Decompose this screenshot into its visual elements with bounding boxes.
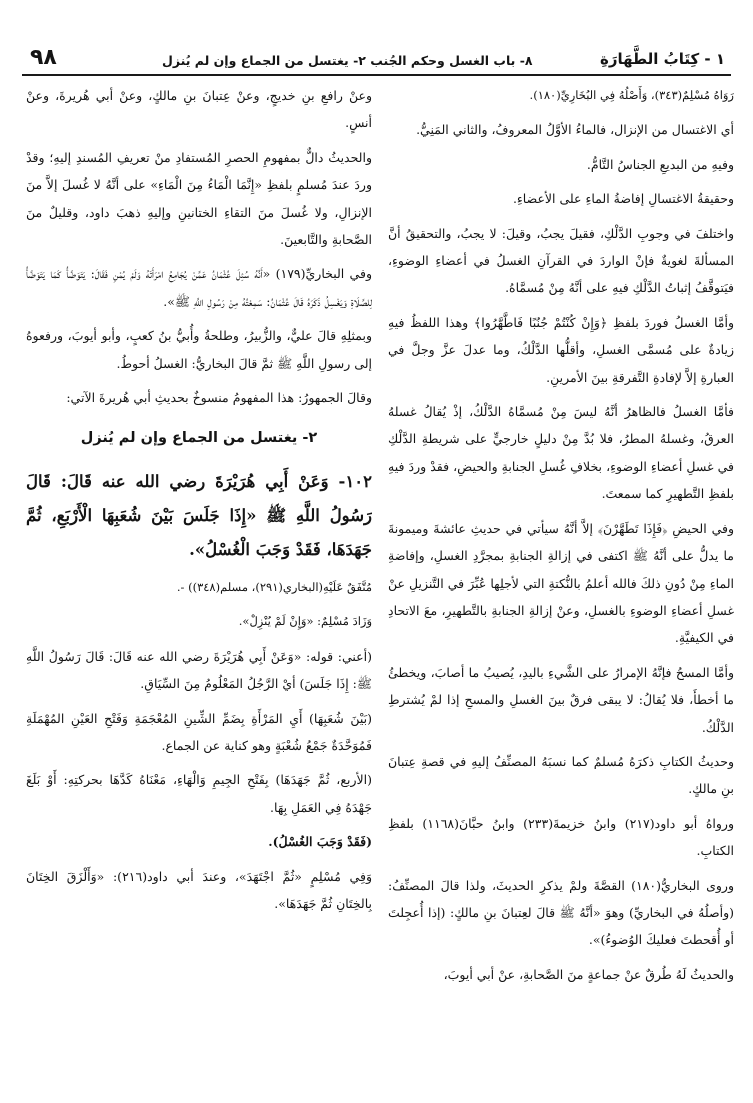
- running-header: [22, 44, 731, 76]
- paragraph: وفي البخاريِّ(١٧٩) «أَنَّهُ سُئِلَ عُثْمَانُ عَمَّنْ يُجَامِعُ امْرَأَتَهُ وَلَمْ يُمْنِ فَقَالَ: يَتَوَضَّأُ كَمَا يَتَوَضَّأُ لِلصَّلَاةِ وَيَغْسِلُ ذَكَرَهُ قَالَ عُثْمَانُ: سَمِعْتُهُ مِنْ رَسُولِ اللَّهِ ﷺ».: [26, 266, 372, 309]
- paragraph: رَوَاهُ مُسْلِمٌ(٣٤٣)، وَأَصْلُهُ فِي البُخَارِيِّ(١٨٠).: [529, 88, 734, 102]
- paragraph: وفي الحيضِ ﴿فَإِذَا تَطَهَّرْنَ﴾ إلاَّ أنَّهُ سيأتي في حديثِ عائشةَ وميمونةَ ما يدلُّ على أنَّهُ ﷺ اكتفى في إزالةِ الجنابةِ بمجرَّدِ الغسلِ، وإفاضةِ الماءِ مِنْ دُونِ ذلكَ فالله أعلمُ بالنُّكتةِ التي لأجلِها عُبِّرَ في التَّنزيلِ عنْ غسلِ أعضاءِ الوضوءِ بالغسلِ، وعنْ إزالةِ الجنابةِ بالتَّطهيرِ، معَ الاتحادِ في الكيفيَّةِ.: [388, 520, 734, 646]
- left-column: [26, 82, 372, 1092]
- paragraph: والحديثُ لَهُ طُرقٌ عنْ جماعةٍ منَ الصَّحابةِ، عنْ أبي أيوبَ،: [443, 966, 734, 982]
- paragraph: وعنْ رافعِ بنِ خديجٍ، وعنْ عِتبانَ بنِ مالكٍ، وعنْ أبي هُريرةَ، وعنْ أنسٍ.: [26, 88, 372, 131]
- section-title: ٢- يغتسل من الجماع وإن لم يُنزل: [80, 430, 318, 447]
- paragraph: وأمَّا المسحُ فإنَّهُ الإمرارُ على الشَّيءِ باليدِ، يُصيبُ ما أصابَ، ويخطئُ ما أخطأَ، فلا يُقالُ: لا يبقى فرقٌ بينَ الغسلِ والمسحِ إذا لمْ يُشترطِ الدَّلْكُ.: [388, 664, 734, 735]
- paragraph: وفيهِ من البديعِ الجناسُ التَّامُّ.: [586, 156, 734, 172]
- commentary-paragraph: (بَيْنَ شُعَبِهَا) أَيِ المَرْأَةِ بِضَمِّ الشِّينِ المُعْجَمَةِ وَفَتْحِ العَيْنِ المُهْمَلَةِ فَمُوَحَّدَةٌ جَمْعُ شُعْبَةٍ وهو كناية عن الجماع.: [26, 710, 372, 753]
- commentary-paragraph: (الأربع، ثُمَّ جَهَدَهَا) بِفَتْحِ الجِيمِ وَالْهَاءِ، مَعْنَاهُ كَدَّهَا بحركتِهِ: أَوْ بَلَغَ جَهْدَهُ فِي العَمَلِ بِهَا.: [26, 772, 372, 815]
- page-number: ٩٨: [30, 45, 57, 70]
- chapter-heading: ٨- باب الغسل وحكم الجُنب ٢- يغتسل من الجماع وإن لم يُنزل: [162, 53, 533, 68]
- commentary-paragraph: (أعني: قوله: «وَعَنْ أَبِي هُرَيْرَةَ رضي الله عنه قَالَ: قَالَ رَسُولُ اللَّهِ ﷺ: إِذَا جَلَسَ) أيْ الرَّجُلُ المَعْلُومُ مِنَ السِّيَاقِ.: [26, 648, 372, 692]
- hadith-text: ١٠٢- وَعَنْ أَبِي هُرَيْرَةَ رضي الله عنه قَالَ: قَالَ رَسُولُ اللَّهِ ﷺ «إِذَا جَلَسَ بَيْنَ شُعَبِهَا الْأَرْبَعِ، ثُمَّ جَهَدَهَا، فَقَدْ وَجَبَ الْغُسْلُ».: [26, 471, 372, 559]
- paragraph: وروى البخاريُّ(١٨٠) القصَّةَ ولمْ يذكرِ الحديثَ، ولذا قالَ المصنِّفُ: (وأصلُهُ في البخاريِّ) وهوَ «أنَّهُ ﷺ قالَ لعِتبانَ بنِ مالكٍ: (إذا أُعجِلتَ أو أُقحطتَ فعليكَ الوُضوءُ)».: [388, 877, 734, 948]
- paragraph: وحقيقةُ الاغتسالِ إفاضةُ الماءِ على الأعضاءِ.: [512, 191, 734, 207]
- paragraph: أي الاغتسال من الإنزال، فالماءُ الأوَّلُ المعروفُ، والثاني المَنِيُّ.: [416, 122, 734, 138]
- paragraph: وقالَ الجمهورُ: هذا المفهومُ منسوخٌ بحديثِ أبي هُريرةَ الآتي:: [66, 390, 372, 406]
- paragraph: ورواهُ أبو داود(٢١٧) وابنُ خزيمةَ(٢٣٣) وابنُ حبَّانَ(١١٦٨) بلفظِ الكتابِ.: [388, 815, 734, 859]
- right-column: [388, 82, 734, 1092]
- hadith-addition: وَزَادَ مُسْلِمٌ: «وَإِنْ لَمْ يُنْزِلْ».: [238, 614, 372, 629]
- paragraph: وبمثلِهِ قالَ عليٌّ، والزُّبيرُ، وطلحةُ وأُبيُّ بنُ كعبٍ، وأبو أيوبَ، ورفعوهُ إلى رسولِ اللَّهِ ﷺ ثمَّ قالَ البخاريُّ: الغسلُ أحوطُ.: [26, 328, 372, 371]
- paragraph: والحديثُ دالٌّ بمفهومِ الحصرِ المُستفادِ منْ تعريفِ المُسندِ إليهِ؛ وقدْ وردَ عندَ مُسلمٍ بلفظِ «إِنَّمَا الْمَاءُ مِنَ الْمَاءِ» على أنَّهُ لا غُسلَ إلاَّ منَ الإنزالِ، ولا غُسلَ منَ التقاءِ الختانينِ وإليهِ ذهبَ داود، وقليلٌ منَ الصَّحابةِ والتَّابعينَ.: [26, 149, 372, 248]
- hadith-source: مُتَّفَقٌ عَلَيْهِ(البخاري(٢٩١)، مسلم(٣٤٨)) -.: [176, 579, 372, 594]
- paragraph: وحديثُ الكتابِ ذكرَهُ مُسلمٌ كما نسبَهُ المصنِّفُ إليهِ في قصةِ عِتبانَ بنِ مالكٍ.: [388, 753, 734, 797]
- paragraph: وأمَّا الغسلُ فوردَ بلفظِ ﴿وَإِنْ كُنْتُمْ جُنُبًا فَاطَّهَّرُوا﴾ وهذا اللفظُ فيهِ زيادةٌ على مُسمَّى الغسلِ، وأقلُّها الدَّلْكُ، وما عدلَ عزَّ وجلَّ في العبارةِ إلاَّ لإفادةِ التَّفرقةِ بينَ الأمرينِ.: [388, 314, 734, 385]
- paragraph: واختلفَ في وجوبِ الدَّلْكِ، فقيلَ يجبُ، وقيلَ: لا يجبُ، والتحقيقُ أنَّ المسألةَ لغويةٌ فإنْ الواردَ في القرآنِ الغسلُ في أعضاءِ الوضوءِ، فيَتوقَّفُ إثباتُ الدَّلْكِ فيهِ على أنَّهُ مِنْ مُسمَّاهُ.: [388, 225, 734, 296]
- paragraph: فأمَّا الغسلُ فالظاهرُ أنَّهُ ليسَ مِنْ مُسمَّاهُ الدَّلْكُ، إذْ يُقالُ غسلهُ العرقُ، وغسلهُ المطرُ، فلا بُدَّ مِنْ دليلٍ خارجيٍّ على شريطةِ الدَّلْكِ في غسلِ أعضاءِ الوضوءِ، بخلافِ غُسلِ الجنابةِ والحيضِ، فقدْ وردَ فيهِ بلفظِ التَّطهيرِ كما سمعتَ.: [388, 404, 734, 502]
- commentary-paragraph: وَفِي مُسْلِمٍ «ثُمَّ اجْتَهَدَ»، وعندَ أبي داود(٢١٦): «وَأَلْزَقَ الخِتَانَ بِالخِتَانِ ثُمَّ جَهَدَهَا».: [26, 868, 372, 911]
- book-title: ١ - كِتَابُ الطَّهَارَةِ: [599, 50, 725, 68]
- commentary-paragraph: (فَقَدْ وَجَبَ الغُسْلُ).: [268, 834, 372, 850]
